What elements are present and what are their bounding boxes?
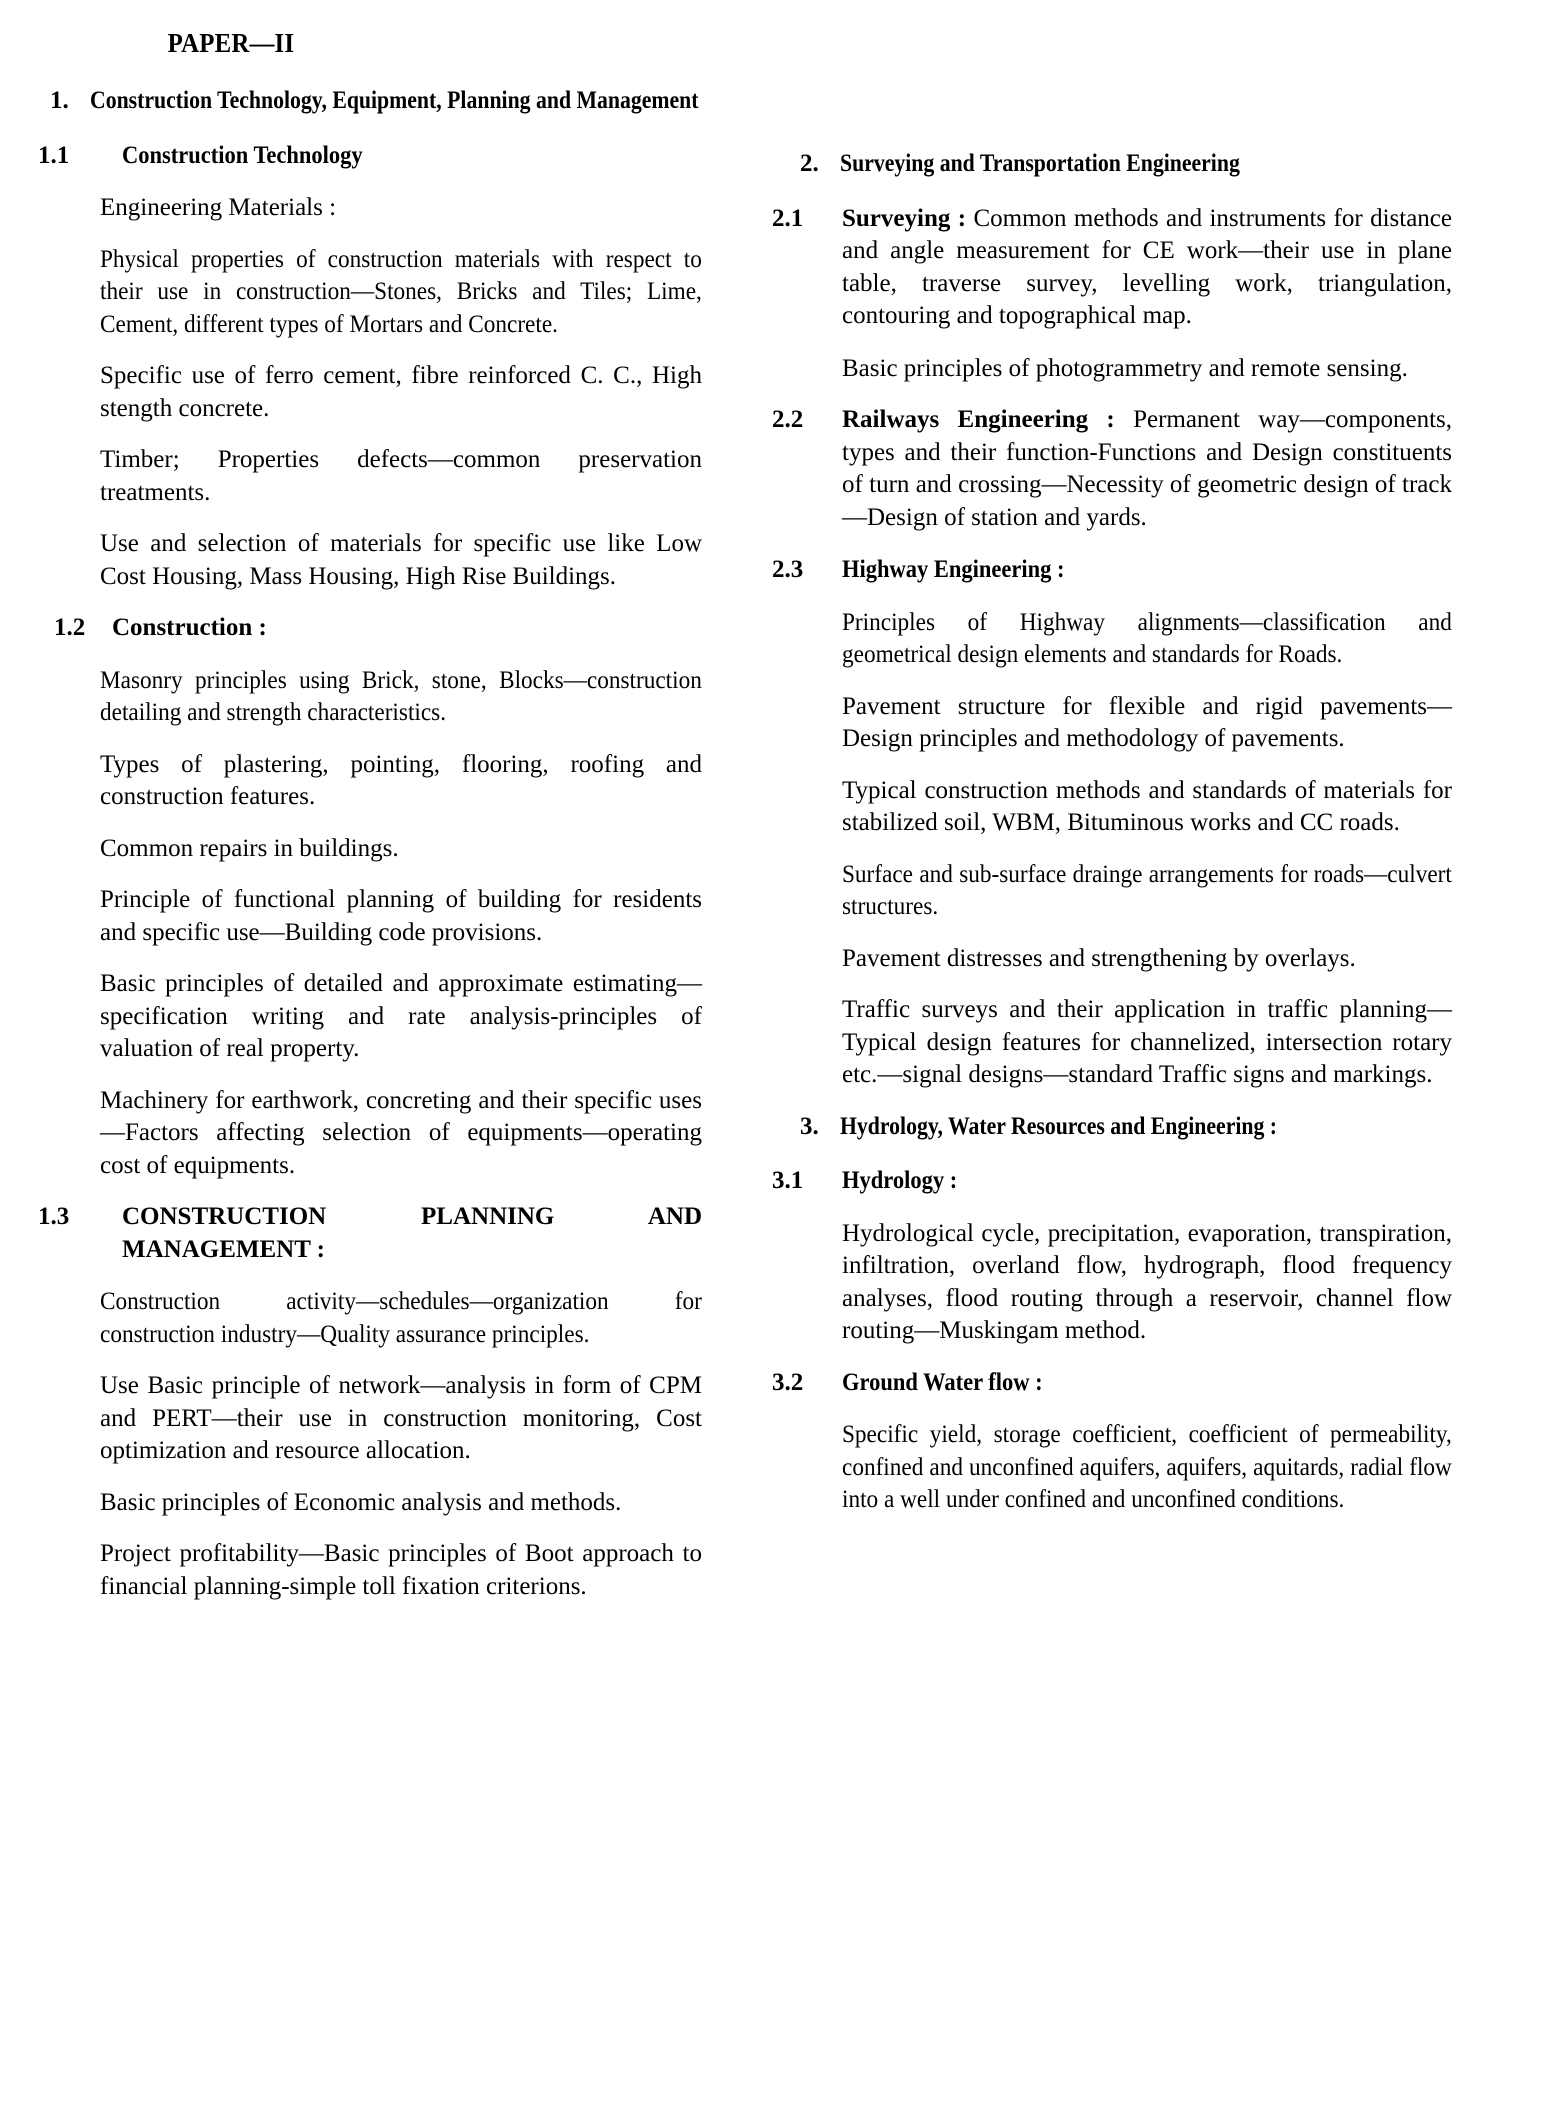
- section-number-2: 2.: [800, 150, 819, 177]
- page-title: PAPER—II: [167, 28, 295, 58]
- paragraph: Project profitability—Basic principles of Boot approach to financial planning-simple toll fixation criterions.: [100, 1540, 702, 1600]
- subsection-number-2-3: 2.3: [772, 556, 804, 583]
- paragraph: Machinery for earthwork, concreting and their specific uses—Factors affecting selection of equipments—operating cost of equipments.: [100, 1086, 702, 1179]
- paragraph: Basic principles of detailed and approximate estimating—specification writing and rate analysis-principles of valuation of real property.: [100, 970, 702, 1062]
- paragraph: Physical properties of construction materials with respect to their use in construction—Stones, Bricks and Tiles; Lime, Cement, different types of Mortars and Concrete.: [100, 245, 702, 338]
- subsection-heading-1-2: [22, 612, 702, 645]
- subsection-number-1-2: 1.2: [54, 614, 86, 641]
- subsection-number-2-1: 2.1: [772, 204, 804, 232]
- paragraph: Pavement distresses and strengthening by overlays.: [842, 944, 1356, 972]
- subsection-label-1-1: Construction Technology: [122, 141, 363, 169]
- subsection-number-1-3: 1.3: [38, 1203, 70, 1230]
- subsection-label-2-1: Surveying :: [842, 204, 967, 232]
- section-heading-3: [772, 1111, 1452, 1144]
- subsection-heading-2-1: [772, 203, 1452, 333]
- subsection-number-3-1: 3.1: [772, 1167, 804, 1194]
- paragraph: Timber; Properties defects—common preservation treatments.: [100, 446, 702, 506]
- subsection-text-2-2: Permanent way—components, types and their function-Functions and Design constituents of turn and crossing—Necessity of geometric design of track—Design of station and yards.: [842, 406, 1452, 531]
- section-title-1: Construction Technology, Equipment, Planning and Management: [90, 87, 699, 114]
- paragraph: Construction activity—schedules—organization for construction industry—Quality assurance principles.: [100, 1288, 702, 1348]
- paragraph: Traffic surveys and their application in traffic planning—Typical design features for channelized, intersection rotary etc.—signal designs—standard Traffic signs and markings.: [842, 996, 1452, 1088]
- paragraph: Common repairs in buildings.: [100, 834, 399, 862]
- subsection-label-1-2: Construction :: [112, 614, 267, 641]
- paragraph: Use Basic principle of network—analysis in form of CPM and PERT—their use in construction monitoring, Cost optimization and resource allocation.: [100, 1372, 702, 1464]
- paragraph: Specific use of ferro cement, fibre reinforced C. C., High stength concrete.: [100, 362, 702, 422]
- right-column: [772, 0, 1452, 1536]
- subsection-heading-2-3: [772, 554, 1452, 587]
- subsection-label-2-3: Highway Engineering :: [842, 556, 1065, 583]
- paragraph: Types of plastering, pointing, flooring, roofing and construction features.: [100, 750, 702, 810]
- subsection-heading-1-1: [22, 140, 702, 173]
- section-heading-2: [772, 148, 1452, 181]
- paragraph: Hydrological cycle, precipitation, evaporation, transpiration, infiltration, overland flow, hydrograph, flood frequency analyses, flood routing through a reservoir, channel flow routing—Muskingam method.: [842, 1219, 1452, 1344]
- paragraph: Principles of Highway alignments—classification and geometrical design elements and standards for Roads.: [842, 608, 1452, 668]
- subsection-label-1-3: CONSTRUCTION PLANNING AND MANAGEMENT :: [122, 1203, 702, 1263]
- paragraph: Masonry principles using Brick, stone, Blocks—construction detailing and strength characteristics.: [100, 666, 702, 726]
- subsection-text-2-1: Common methods and instruments for distance and angle measurement for CE work—their use in plane table, traverse survey, levelling work, triangulation, contouring and topographical map.: [842, 204, 1452, 329]
- subsection-heading-2-2: [772, 404, 1452, 534]
- left-column: [22, 0, 702, 1622]
- subsection-heading-3-2: [772, 1367, 1452, 1400]
- subsection-number-3-2: 3.2: [772, 1368, 804, 1396]
- section-number-3: 3.: [800, 1112, 819, 1140]
- section-title-3: Hydrology, Water Resources and Engineering :: [840, 1112, 1278, 1140]
- subsection-heading-3-1: [772, 1165, 1452, 1198]
- subsection-label-2-2: Railways Engineering :: [842, 406, 1115, 433]
- section-title-2: Surveying and Transportation Engineering: [840, 150, 1240, 177]
- paragraph: Use and selection of materials for specific use like Low Cost Housing, Mass Housing, High Rise Buildings.: [100, 530, 702, 590]
- subsection-number-2-2: 2.2: [772, 406, 804, 433]
- paragraph: Typical construction methods and standards of materials for stabilized soil, WBM, Bituminous works and CC roads.: [842, 776, 1452, 836]
- subsection-heading-1-3: [22, 1201, 702, 1266]
- paragraph: Basic principles of Economic analysis and methods.: [100, 1488, 622, 1516]
- subsection-label-3-1: Hydrology :: [842, 1167, 958, 1194]
- paragraph: Engineering Materials :: [100, 194, 337, 221]
- subsection-number-1-1: 1.1: [38, 141, 70, 169]
- paragraph: Surface and sub-surface drainge arrangements for roads—culvert structures.: [842, 860, 1452, 920]
- paragraph: Specific yield, storage coefficient, coefficient of permeability, confined and unconfined aquifers, aquifers, aquitards, radial flow into a well under confined and unconfined conditions.: [842, 1421, 1452, 1513]
- paragraph: Basic principles of photogrammetry and remote sensing.: [842, 354, 1408, 382]
- section-heading-1: [22, 85, 702, 118]
- section-number-1: 1.: [50, 87, 69, 114]
- paragraph: Principle of functional planning of building for residents and specific use—Building code provisions.: [100, 886, 702, 946]
- subsection-label-3-2: Ground Water flow :: [842, 1368, 1043, 1396]
- paragraph: Pavement structure for flexible and rigid pavements—Design principles and methodology of pavements.: [842, 692, 1452, 752]
